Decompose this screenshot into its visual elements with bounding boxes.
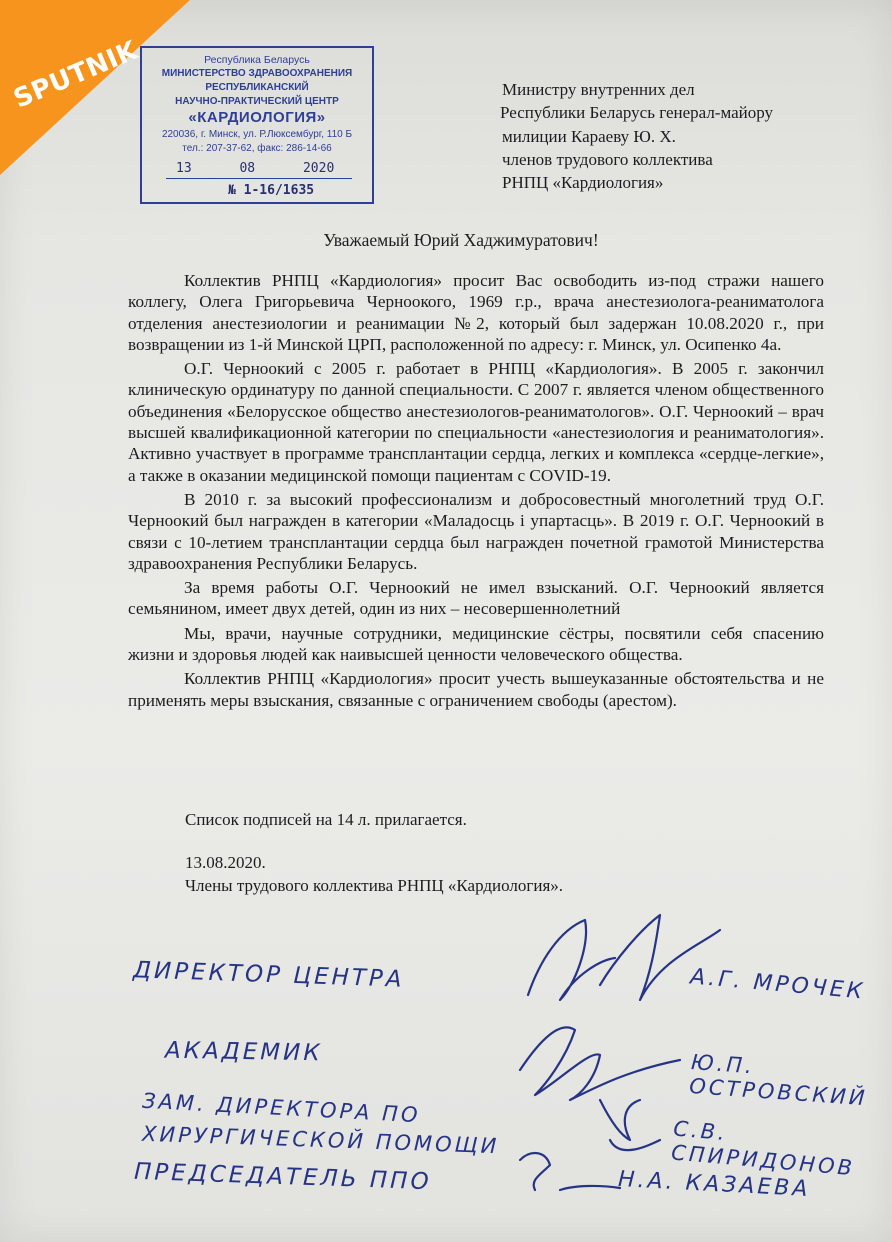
stamp-divider (166, 178, 352, 179)
addressee-line: милиции Караеву Ю. Х. (502, 126, 676, 146)
stamp-date (176, 162, 334, 175)
paragraph: Коллектив РНПЦ «Кардиология» просит Вас освободить из-под стражи нашего коллегу, Олега Григорьевича Черноокого, 1969 г.р., врача анестезиолога-реаниматолога отделения анестезиологии и реанимации №2, который был задержан 10.08.2020 г., при возвращении из 1-й Минской ЦРП, расположенной по адресу: г. Минск, ул. Осипенко 4а. (128, 271, 824, 354)
handwritten-name: Ю.П. ОСТРОВСКИЙ (688, 1050, 869, 1111)
addressee-line: Республики Беларусь генерал-майору (500, 103, 774, 123)
stamp-date-year: 2020 (302, 161, 335, 176)
handwritten-title: АКАДЕМИК (164, 1037, 323, 1067)
handwritten-title: ПРЕДСЕДАТЕЛЬ ППО (133, 1158, 432, 1196)
paragraph: Мы, врачи, научные сотрудники, медицинские сёстры, посвятили себя спасению жизни и здоровья людей как наивысшей ценности человеческого общества. (128, 623, 824, 665)
paragraph: Коллектив РНПЦ «Кардиология» просит учесть вышеуказанные обстоятельства и не применять меры взыскания, связанные с ограничением свободы (арестом). (128, 669, 824, 710)
paragraph: За время работы О.Г. Черноокий не имел взысканий. О.Г. Черноокий является семьянином, имеет двух детей, один из них – несовершеннолетний (128, 578, 824, 619)
handwritten-name: С.В. СПИРИДОНОВ (670, 1116, 856, 1181)
stamp-name: «КАРДИОЛОГИЯ» (188, 109, 326, 126)
signed-by: Члены трудового коллектива РНПЦ «Кардиология». (185, 876, 564, 895)
institution-stamp (140, 46, 374, 204)
handwritten-title: ЗАМ. ДИРЕКТОРА ПО (141, 1088, 422, 1128)
stamp-date-day: 13 (176, 161, 192, 176)
attachment-note: Список подписей на 14 л. прилагается. (185, 810, 467, 829)
greeting: Уважаемый Юрий Хаджимуратович! (323, 230, 599, 250)
stamp-date-month: 08 (239, 161, 256, 176)
stamp-ministry: МИНИСТЕРСТВО ЗДРАВООХРАНЕНИЯ (161, 68, 353, 79)
paragraph: О.Г. Черноокий с 2005 г. работает в РНПЦ «Кардиология». В 2005 г. закончил клиническую ординатуру по данной специальности. С 2007 г. является членом общественного объединения «Белорусское общество анестезиологов-реаниматологов». О.Г. Черноокий – врач высшей квалификационной категории по специальности «анестезиология и реаниматология». Активно участвует в программе трансплантации сердца, легких и комплекса «сердце-легкие», а также в оказании медицинской помощи пациентам с COVID-19. (128, 359, 824, 485)
handwritten-title: ХИРУРГИЧЕСКОЙ ПОМОЩИ (141, 1121, 500, 1159)
handwritten-title: ДИРЕКТОР ЦЕНТРА (132, 957, 405, 993)
stamp-republican: РЕСПУБЛИКАНСКИЙ (205, 82, 309, 93)
stamp-phone: тел.: 207-37-62, факс: 286-14-66 (182, 143, 332, 154)
addressee-block (502, 78, 773, 194)
addressee-line: членов трудового коллектива (502, 149, 713, 169)
paragraph: В 2010 г. за высокий профессионализм и добросовестный многолетний труд О.Г. Черноокий был награжден в категории «Маладосць і упартасць». В 2019 г. О.Г. Черноокий в связи с 10-летием трансплантации сердца был награжден почетной грамотой Министерства здравоохранения Республики Беларусь. (128, 489, 824, 573)
stamp-country: Республика Беларусь (204, 54, 310, 66)
handwritten-name: Н.А. КАЗАЕВА (617, 1166, 811, 1203)
addressee-line: Министру внутренних дел (502, 80, 695, 99)
stamp-address: 220036, г. Минск, ул. Р.Люксембург, 110 Б (161, 129, 353, 140)
letter-body (128, 270, 824, 711)
stamp-number: № 1-16/1635 (228, 183, 315, 198)
handwritten-name: А.Г. МРОЧЕК (689, 964, 867, 1005)
sputnik-logo-text: SPUTNIK (9, 35, 143, 115)
letter-date: 13.08.2020. (185, 853, 266, 872)
addressee-line: РНПЦ «Кардиология» (502, 173, 664, 193)
stamp-center: НАУЧНО-ПРАКТИЧЕСКИЙ ЦЕНТР (175, 96, 339, 107)
